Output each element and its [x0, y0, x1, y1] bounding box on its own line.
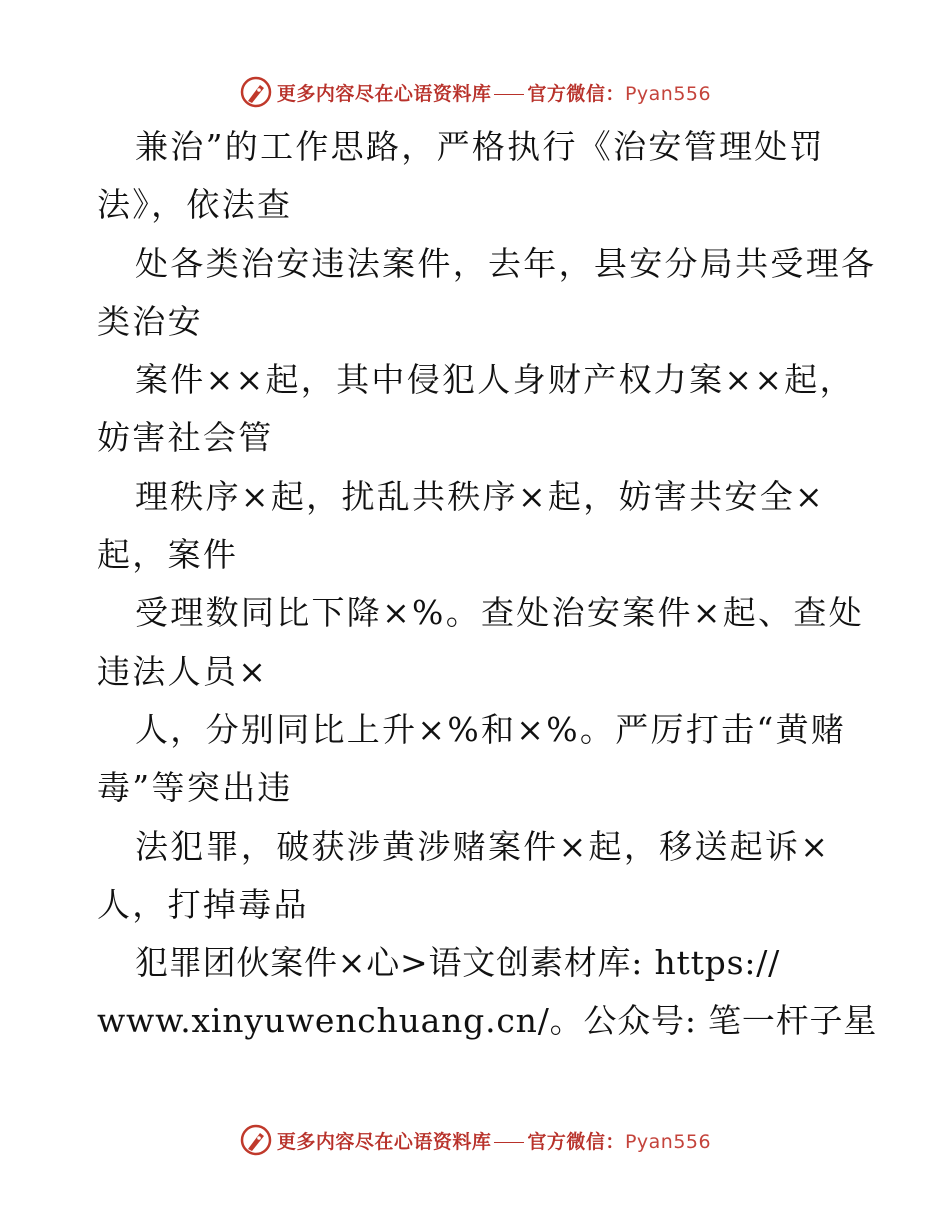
watermark-account: Pyan556: [624, 82, 712, 105]
watermark-site-text: 更多内容尽在心语资料库: [276, 1130, 492, 1153]
pen-nib-logo-icon: [239, 1123, 273, 1157]
text-line: 受理数同比下降×%。查处治安案件×起、查处: [135, 593, 864, 633]
watermark-official-label: 官方微信：: [527, 1130, 625, 1153]
watermark-account: Pyan556: [624, 1130, 712, 1153]
text-line: 法犯罪，破获涉黄涉赌案件×起，移送起诉×: [135, 826, 831, 866]
text-line: 人，分别同比上升×%和×%。严厉打击“黄赌: [135, 709, 847, 749]
watermark-text: [277, 1127, 711, 1154]
watermark-separator: [494, 1142, 524, 1143]
watermark-site-text: 更多内容尽在心语资料库: [276, 82, 492, 105]
text-line: 起，案件: [97, 535, 239, 575]
document-body: [97, 118, 878, 1051]
text-line: 处各类治安违法案件，去年，县安分局共受理各: [135, 243, 877, 283]
text-line: www.xinyuwenchuang.cn/。公众号: 笔一杆子星: [97, 1001, 878, 1041]
text-line: 兼治”的工作思路，严格执行《治安管理处罚: [135, 127, 825, 166]
header-watermark: [0, 72, 950, 112]
watermark-separator: [494, 94, 524, 95]
watermark-text: [277, 79, 711, 106]
footer-watermark: [0, 1120, 950, 1160]
text-line: 犯罪团伙案件×心>语文创素材库: https://: [135, 943, 781, 983]
text-line: 妨害社会管: [97, 418, 274, 458]
pen-nib-logo-icon: [239, 75, 273, 109]
text-line: 毒”等突出违: [97, 768, 293, 808]
text-line: 案件××起，其中侵犯人身财产权力案××起，: [135, 360, 855, 400]
text-line: 人，打掉毒品: [97, 884, 309, 924]
watermark-official-label: 官方微信：: [527, 82, 625, 105]
text-line: 法》，依法查: [97, 185, 293, 225]
text-line: 类治安: [97, 301, 203, 341]
text-line: 违法人员×: [97, 651, 269, 691]
text-line: 理秩序×起，扰乱共秩序×起，妨害共安全×: [135, 476, 825, 516]
